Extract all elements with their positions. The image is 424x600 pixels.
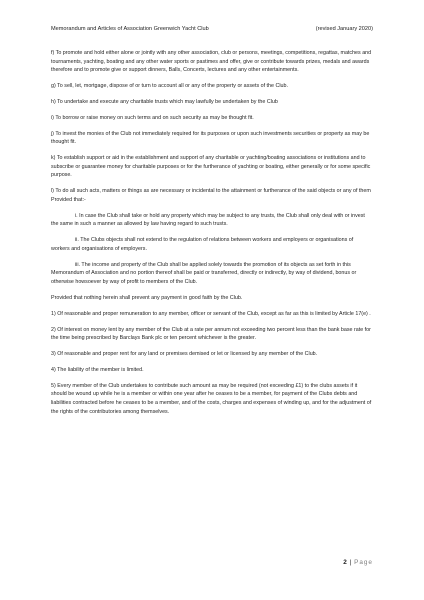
header-title: Memorandum and Articles of Association Greenwich Yacht Club [51,26,209,32]
page-number: 2 [343,559,347,566]
paragraph-object-k: k) To establish support or aid in the establishment and support of any charitable or yachting/boating associations or institutions and to subscribe or guarantee money for charitable purposes or for the furtherance of yachting or boating, either generally or for some specific purpose. [51,155,371,179]
paragraph-object-h: h) To undertake and execute any charitable trusts which may lawfully be undertaken by the Club [51,98,278,105]
clause-5: 5) Every member of the Club undertakes to contribute such amount as may be required (not exceeding £1) to the clubs assets if it should be wound up while he is a member or within one year after he ceases to be a member, for payment of the Clubs debts and liabilities contracted before he ceases to be a member, and of the costs, charges and expenses of winding up, and for the adjustment of the rights of the contributories among themselves. [51,382,372,415]
clause-2: 2) Of interest on money lent by any member of the Club at a rate per annum not exceeding two percent less than the bank base rate for the time being prescribed by Barclays Bank plc or ten percent whichever is the greater. [51,326,371,342]
page-separator: | [349,559,352,566]
clause-4: 4) The liability of the member is limited. [51,367,144,373]
paragraph-object-l: l) To do all such acts, matters or things as are necessary or incidental to the attainment or furtherance of the said objects or any of them Provided that:- [51,188,371,203]
paragraph-object-f: f) To promote and hold either alone or jointly with any other association, club or persons, meetings, competitions, regattas, matches and tournaments, yachting, boating and any other water sports or pastimes and offer, give or contribute towards prizes, medals and awards therefore and to promote give or support dinners, Balls, Concerts, lectures and any other entertainments. [51,50,372,74]
document-body [51,49,373,424]
paragraph-object-i: i) To borrow or raise money on such terms and on such security as may be thought fit. [51,114,254,121]
proviso-ii: ii. The Clubs objects shall not extend to the regulation of relations between workers and employers or organisations of workers and organisations of employers. [51,237,354,252]
proviso-i: i. In case the Club shall take or hold any property which may be subject to any trusts, the Club shall only deal with or invest the same in such a manner as allowed by law having regard to such trusts. [51,212,365,228]
page-header [51,26,373,33]
clause-1: 1) Of reasonable and proper remuneration to any member, officer or servant of the Club, except as far as this is limited by Article 17(e) . [51,310,371,317]
paragraph-object-g: g) To sell, let, mortgage, dispose of or turn to account all or any of the property or assets of the Club. [51,83,288,90]
proviso-payment: Provided that nothing herein shall prevent any payment in good faith by the Club. [51,294,243,301]
paragraph-object-j: j) To invest the monies of the Club not immediately required for its purposes or upon such investments securities or property as may be thought fit. [51,130,370,146]
clause-3: 3) Of reasonable and proper rent for any land or premises demised or let or licensed by any member of the Club. [51,351,318,358]
page-footer [343,559,373,567]
proviso-iii: iii. The income and property of the Club shall be applied solely towards the promotion of its objects as set forth in this Memorandum of Association and no portion thereof shall be paid or transferred, directly or indirectly, by way of dividend, bonus or otherwise howsoever by way of profit to members of the Club. [51,261,357,285]
page-label: Page [354,559,373,566]
header-revision: (revised January 2020) [315,26,373,32]
